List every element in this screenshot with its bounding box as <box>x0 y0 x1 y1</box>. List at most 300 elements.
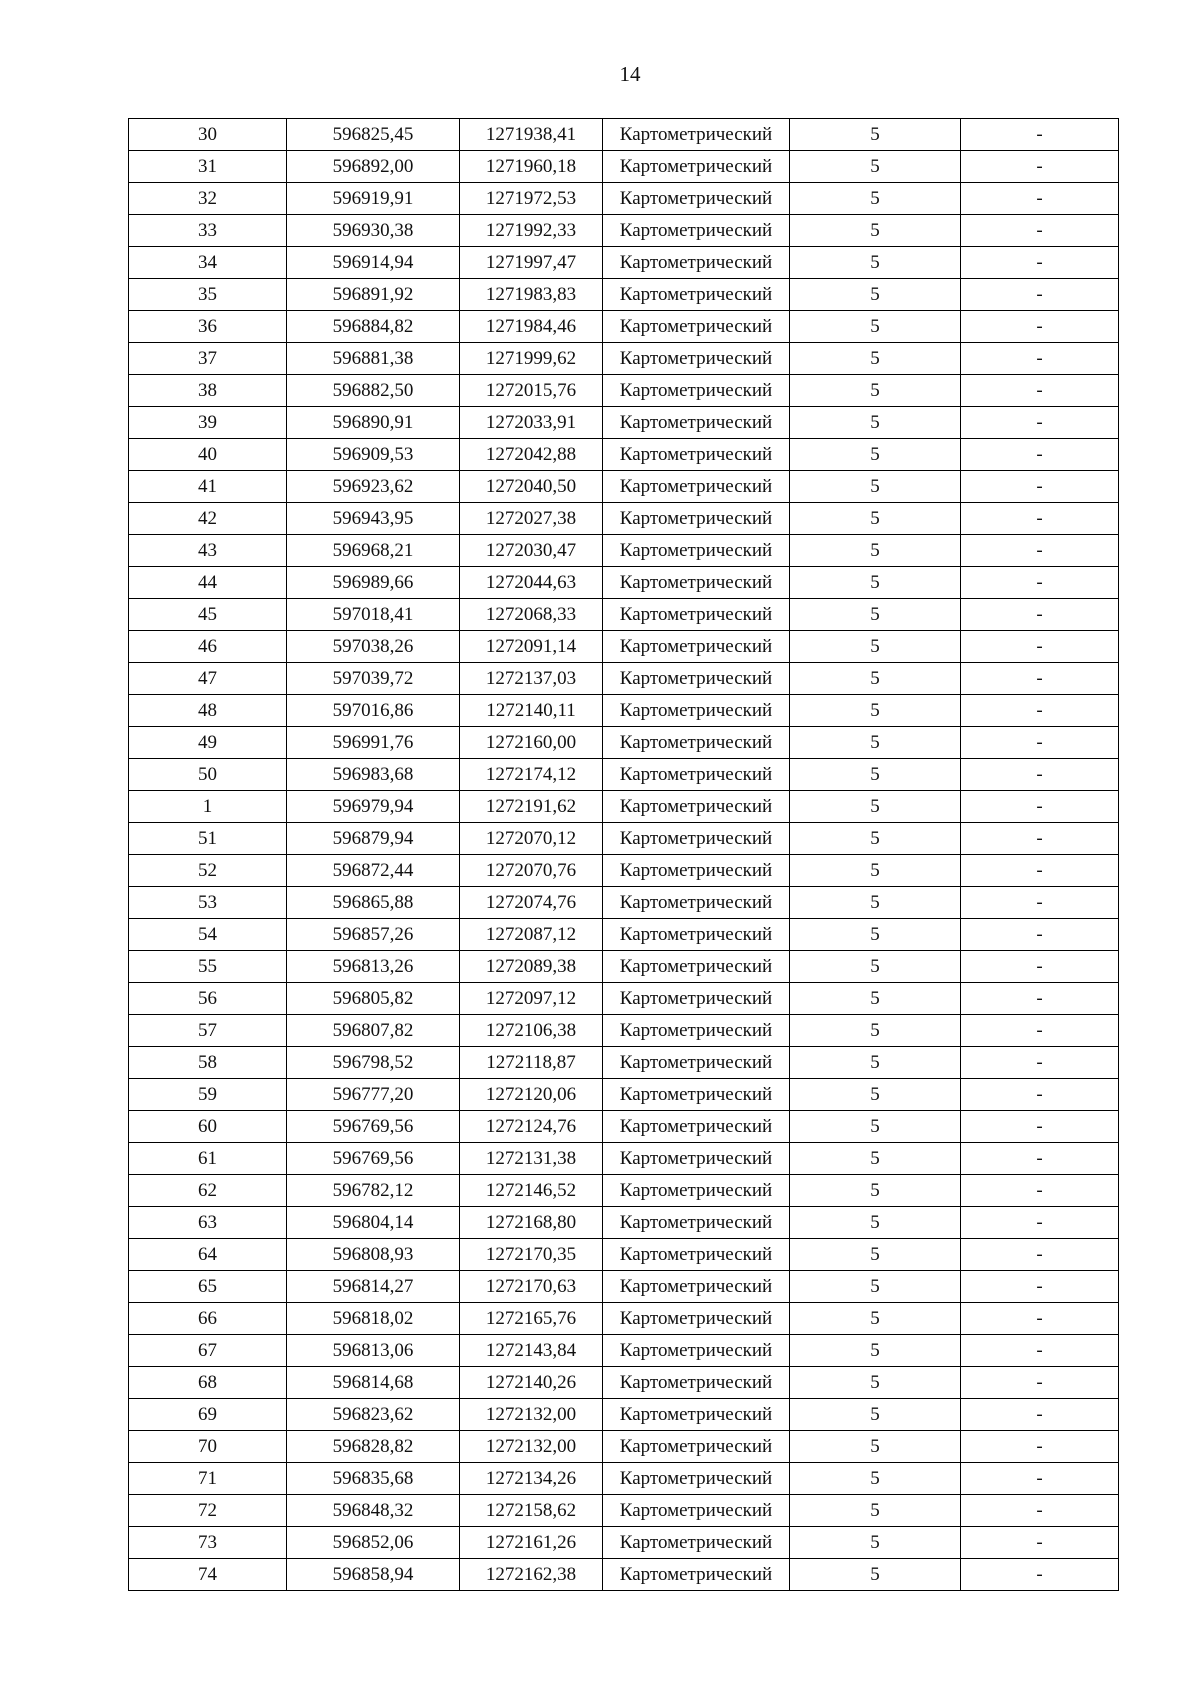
point-number-cell: 54 <box>129 919 287 951</box>
point-number-cell: 58 <box>129 1047 287 1079</box>
y-coordinate-cell: 1272068,33 <box>460 599 603 631</box>
x-coordinate-cell: 596923,62 <box>287 471 460 503</box>
table-row <box>129 407 1119 439</box>
method-cell: Картометрический <box>603 1079 790 1111</box>
accuracy-cell: 5 <box>790 311 961 343</box>
x-coordinate-cell: 596983,68 <box>287 759 460 791</box>
x-coordinate-cell: 596989,66 <box>287 567 460 599</box>
accuracy-cell: 5 <box>790 919 961 951</box>
y-coordinate-cell: 1272124,76 <box>460 1111 603 1143</box>
description-cell: - <box>961 1239 1119 1271</box>
table-row <box>129 1239 1119 1271</box>
y-coordinate-cell: 1271984,46 <box>460 311 603 343</box>
accuracy-cell: 5 <box>790 1015 961 1047</box>
x-coordinate-cell: 596892,00 <box>287 151 460 183</box>
accuracy-cell: 5 <box>790 599 961 631</box>
description-cell: - <box>961 407 1119 439</box>
method-cell: Картометрический <box>603 439 790 471</box>
x-coordinate-cell: 596930,38 <box>287 215 460 247</box>
accuracy-cell: 5 <box>790 887 961 919</box>
x-coordinate-cell: 596814,27 <box>287 1271 460 1303</box>
method-cell: Картометрический <box>603 983 790 1015</box>
description-cell: - <box>961 343 1119 375</box>
point-number-cell: 70 <box>129 1431 287 1463</box>
point-number-cell: 49 <box>129 727 287 759</box>
table-row <box>129 823 1119 855</box>
description-cell: - <box>961 1271 1119 1303</box>
y-coordinate-cell: 1272044,63 <box>460 567 603 599</box>
x-coordinate-cell: 596769,56 <box>287 1111 460 1143</box>
method-cell: Картометрический <box>603 1271 790 1303</box>
accuracy-cell: 5 <box>790 983 961 1015</box>
description-cell: - <box>961 727 1119 759</box>
table-row <box>129 343 1119 375</box>
method-cell: Картометрический <box>603 887 790 919</box>
table-row <box>129 919 1119 951</box>
description-cell: - <box>961 1111 1119 1143</box>
point-number-cell: 71 <box>129 1463 287 1495</box>
table-row <box>129 151 1119 183</box>
description-cell: - <box>961 247 1119 279</box>
x-coordinate-cell: 596852,06 <box>287 1527 460 1559</box>
description-cell: - <box>961 951 1119 983</box>
x-coordinate-cell: 596777,20 <box>287 1079 460 1111</box>
accuracy-cell: 5 <box>790 695 961 727</box>
description-cell: - <box>961 791 1119 823</box>
point-number-cell: 57 <box>129 1015 287 1047</box>
description-cell: - <box>961 887 1119 919</box>
description-cell: - <box>961 1399 1119 1431</box>
accuracy-cell: 5 <box>790 503 961 535</box>
method-cell: Картометрический <box>603 567 790 599</box>
point-number-cell: 61 <box>129 1143 287 1175</box>
table-row <box>129 983 1119 1015</box>
point-number-cell: 68 <box>129 1367 287 1399</box>
y-coordinate-cell: 1272143,84 <box>460 1335 603 1367</box>
description-cell: - <box>961 631 1119 663</box>
method-cell: Картометрический <box>603 1367 790 1399</box>
x-coordinate-cell: 596979,94 <box>287 791 460 823</box>
description-cell: - <box>961 1047 1119 1079</box>
description-cell: - <box>961 663 1119 695</box>
description-cell: - <box>961 1527 1119 1559</box>
table-row <box>129 1175 1119 1207</box>
y-coordinate-cell: 1271999,62 <box>460 343 603 375</box>
point-number-cell: 30 <box>129 119 287 151</box>
description-cell: - <box>961 439 1119 471</box>
accuracy-cell: 5 <box>790 1399 961 1431</box>
description-cell: - <box>961 1015 1119 1047</box>
accuracy-cell: 5 <box>790 663 961 695</box>
method-cell: Картометрический <box>603 343 790 375</box>
y-coordinate-cell: 1272170,35 <box>460 1239 603 1271</box>
point-number-cell: 55 <box>129 951 287 983</box>
y-coordinate-cell: 1272161,26 <box>460 1527 603 1559</box>
table-row <box>129 215 1119 247</box>
point-number-cell: 46 <box>129 631 287 663</box>
method-cell: Картометрический <box>603 1527 790 1559</box>
y-coordinate-cell: 1272174,12 <box>460 759 603 791</box>
description-cell: - <box>961 1207 1119 1239</box>
description-cell: - <box>961 1175 1119 1207</box>
method-cell: Картометрический <box>603 1015 790 1047</box>
x-coordinate-cell: 597039,72 <box>287 663 460 695</box>
table-row <box>129 375 1119 407</box>
table-row <box>129 951 1119 983</box>
x-coordinate-cell: 596881,38 <box>287 343 460 375</box>
table-row <box>129 727 1119 759</box>
y-coordinate-cell: 1272091,14 <box>460 631 603 663</box>
point-number-cell: 43 <box>129 535 287 567</box>
x-coordinate-cell: 596914,94 <box>287 247 460 279</box>
y-coordinate-cell: 1272165,76 <box>460 1303 603 1335</box>
method-cell: Картометрический <box>603 279 790 311</box>
method-cell: Картометрический <box>603 1047 790 1079</box>
point-number-cell: 45 <box>129 599 287 631</box>
method-cell: Картометрический <box>603 951 790 983</box>
point-number-cell: 1 <box>129 791 287 823</box>
description-cell: - <box>961 1431 1119 1463</box>
point-number-cell: 35 <box>129 279 287 311</box>
y-coordinate-cell: 1272132,00 <box>460 1399 603 1431</box>
accuracy-cell: 5 <box>790 1303 961 1335</box>
point-number-cell: 41 <box>129 471 287 503</box>
description-cell: - <box>961 119 1119 151</box>
table-row <box>129 439 1119 471</box>
method-cell: Картометрический <box>603 1207 790 1239</box>
x-coordinate-cell: 596884,82 <box>287 311 460 343</box>
description-cell: - <box>961 1495 1119 1527</box>
table-row <box>129 567 1119 599</box>
accuracy-cell: 5 <box>790 471 961 503</box>
description-cell: - <box>961 1303 1119 1335</box>
point-number-cell: 69 <box>129 1399 287 1431</box>
table-row <box>129 1015 1119 1047</box>
accuracy-cell: 5 <box>790 1047 961 1079</box>
description-cell: - <box>961 151 1119 183</box>
method-cell: Картометрический <box>603 375 790 407</box>
description-cell: - <box>961 279 1119 311</box>
y-coordinate-cell: 1272137,03 <box>460 663 603 695</box>
x-coordinate-cell: 596828,82 <box>287 1431 460 1463</box>
table-row <box>129 1335 1119 1367</box>
x-coordinate-cell: 596968,21 <box>287 535 460 567</box>
method-cell: Картометрический <box>603 151 790 183</box>
method-cell: Картометрический <box>603 1399 790 1431</box>
y-coordinate-cell: 1272015,76 <box>460 375 603 407</box>
y-coordinate-cell: 1272042,88 <box>460 439 603 471</box>
method-cell: Картометрический <box>603 407 790 439</box>
description-cell: - <box>961 471 1119 503</box>
description-cell: - <box>961 919 1119 951</box>
table-row <box>129 1527 1119 1559</box>
point-number-cell: 62 <box>129 1175 287 1207</box>
accuracy-cell: 5 <box>790 1207 961 1239</box>
table-row <box>129 471 1119 503</box>
method-cell: Картометрический <box>603 855 790 887</box>
method-cell: Картометрический <box>603 1463 790 1495</box>
method-cell: Картометрический <box>603 503 790 535</box>
accuracy-cell: 5 <box>790 215 961 247</box>
description-cell: - <box>961 599 1119 631</box>
x-coordinate-cell: 597016,86 <box>287 695 460 727</box>
point-number-cell: 63 <box>129 1207 287 1239</box>
y-coordinate-cell: 1272089,38 <box>460 951 603 983</box>
table-row <box>129 887 1119 919</box>
point-number-cell: 66 <box>129 1303 287 1335</box>
point-number-cell: 34 <box>129 247 287 279</box>
y-coordinate-cell: 1272162,38 <box>460 1559 603 1591</box>
point-number-cell: 53 <box>129 887 287 919</box>
accuracy-cell: 5 <box>790 1367 961 1399</box>
method-cell: Картометрический <box>603 1335 790 1367</box>
point-number-cell: 73 <box>129 1527 287 1559</box>
description-cell: - <box>961 183 1119 215</box>
page-number: 14 <box>619 62 641 86</box>
x-coordinate-cell: 596872,44 <box>287 855 460 887</box>
point-number-cell: 50 <box>129 759 287 791</box>
y-coordinate-cell: 1272033,91 <box>460 407 603 439</box>
table-row <box>129 247 1119 279</box>
x-coordinate-cell: 596808,93 <box>287 1239 460 1271</box>
accuracy-cell: 5 <box>790 791 961 823</box>
description-cell: - <box>961 215 1119 247</box>
x-coordinate-cell: 596991,76 <box>287 727 460 759</box>
method-cell: Картометрический <box>603 631 790 663</box>
point-number-cell: 32 <box>129 183 287 215</box>
y-coordinate-cell: 1271960,18 <box>460 151 603 183</box>
accuracy-cell: 5 <box>790 343 961 375</box>
x-coordinate-cell: 596805,82 <box>287 983 460 1015</box>
x-coordinate-cell: 596858,94 <box>287 1559 460 1591</box>
table-row <box>129 1367 1119 1399</box>
accuracy-cell: 5 <box>790 1463 961 1495</box>
x-coordinate-cell: 596813,06 <box>287 1335 460 1367</box>
accuracy-cell: 5 <box>790 1079 961 1111</box>
method-cell: Картометрический <box>603 599 790 631</box>
description-cell: - <box>961 695 1119 727</box>
table-row <box>129 535 1119 567</box>
table-row <box>129 1143 1119 1175</box>
y-coordinate-cell: 1272191,62 <box>460 791 603 823</box>
x-coordinate-cell: 596879,94 <box>287 823 460 855</box>
y-coordinate-cell: 1272146,52 <box>460 1175 603 1207</box>
point-number-cell: 33 <box>129 215 287 247</box>
accuracy-cell: 5 <box>790 151 961 183</box>
y-coordinate-cell: 1271983,83 <box>460 279 603 311</box>
accuracy-cell: 5 <box>790 951 961 983</box>
accuracy-cell: 5 <box>790 1559 961 1591</box>
accuracy-cell: 5 <box>790 247 961 279</box>
y-coordinate-cell: 1271992,33 <box>460 215 603 247</box>
x-coordinate-cell: 596818,02 <box>287 1303 460 1335</box>
description-cell: - <box>961 855 1119 887</box>
accuracy-cell: 5 <box>790 1143 961 1175</box>
method-cell: Картометрический <box>603 791 790 823</box>
y-coordinate-cell: 1272120,06 <box>460 1079 603 1111</box>
accuracy-cell: 5 <box>790 567 961 599</box>
point-number-cell: 36 <box>129 311 287 343</box>
description-cell: - <box>961 375 1119 407</box>
method-cell: Картометрический <box>603 1559 790 1591</box>
description-cell: - <box>961 567 1119 599</box>
x-coordinate-cell: 596857,26 <box>287 919 460 951</box>
table-row <box>129 1495 1119 1527</box>
table-row <box>129 631 1119 663</box>
y-coordinate-cell: 1272070,12 <box>460 823 603 855</box>
method-cell: Картометрический <box>603 119 790 151</box>
y-coordinate-cell: 1272140,26 <box>460 1367 603 1399</box>
method-cell: Картометрический <box>603 535 790 567</box>
accuracy-cell: 5 <box>790 1527 961 1559</box>
x-coordinate-cell: 596782,12 <box>287 1175 460 1207</box>
x-coordinate-cell: 596882,50 <box>287 375 460 407</box>
method-cell: Картометрический <box>603 1495 790 1527</box>
accuracy-cell: 5 <box>790 1271 961 1303</box>
x-coordinate-cell: 596848,32 <box>287 1495 460 1527</box>
y-coordinate-cell: 1272027,38 <box>460 503 603 535</box>
point-number-cell: 60 <box>129 1111 287 1143</box>
table-row <box>129 599 1119 631</box>
y-coordinate-cell: 1272168,80 <box>460 1207 603 1239</box>
table-row <box>129 791 1119 823</box>
x-coordinate-cell: 596813,26 <box>287 951 460 983</box>
table-row <box>129 695 1119 727</box>
x-coordinate-cell: 596943,95 <box>287 503 460 535</box>
x-coordinate-cell: 597018,41 <box>287 599 460 631</box>
method-cell: Картометрический <box>603 247 790 279</box>
table-row <box>129 1207 1119 1239</box>
accuracy-cell: 5 <box>790 727 961 759</box>
table-row <box>129 1463 1119 1495</box>
description-cell: - <box>961 1367 1119 1399</box>
method-cell: Картометрический <box>603 663 790 695</box>
x-coordinate-cell: 596807,82 <box>287 1015 460 1047</box>
method-cell: Картометрический <box>603 215 790 247</box>
description-cell: - <box>961 1559 1119 1591</box>
point-number-cell: 64 <box>129 1239 287 1271</box>
description-cell: - <box>961 983 1119 1015</box>
table-row <box>129 1111 1119 1143</box>
description-cell: - <box>961 503 1119 535</box>
table-row <box>129 1399 1119 1431</box>
y-coordinate-cell: 1272040,50 <box>460 471 603 503</box>
y-coordinate-cell: 1272170,63 <box>460 1271 603 1303</box>
table-row <box>129 311 1119 343</box>
accuracy-cell: 5 <box>790 1175 961 1207</box>
method-cell: Картометрический <box>603 695 790 727</box>
x-coordinate-cell: 596804,14 <box>287 1207 460 1239</box>
table-row <box>129 1303 1119 1335</box>
x-coordinate-cell: 596823,62 <box>287 1399 460 1431</box>
y-coordinate-cell: 1272118,87 <box>460 1047 603 1079</box>
x-coordinate-cell: 596825,45 <box>287 119 460 151</box>
accuracy-cell: 5 <box>790 1335 961 1367</box>
method-cell: Картометрический <box>603 727 790 759</box>
table-row <box>129 183 1119 215</box>
accuracy-cell: 5 <box>790 1111 961 1143</box>
description-cell: - <box>961 1463 1119 1495</box>
y-coordinate-cell: 1271997,47 <box>460 247 603 279</box>
accuracy-cell: 5 <box>790 1239 961 1271</box>
table-row <box>129 1271 1119 1303</box>
y-coordinate-cell: 1272134,26 <box>460 1463 603 1495</box>
table-row <box>129 855 1119 887</box>
x-coordinate-cell: 596919,91 <box>287 183 460 215</box>
y-coordinate-cell: 1272106,38 <box>460 1015 603 1047</box>
point-number-cell: 44 <box>129 567 287 599</box>
point-number-cell: 52 <box>129 855 287 887</box>
point-number-cell: 72 <box>129 1495 287 1527</box>
accuracy-cell: 5 <box>790 407 961 439</box>
point-number-cell: 39 <box>129 407 287 439</box>
table-row <box>129 279 1119 311</box>
y-coordinate-cell: 1271938,41 <box>460 119 603 151</box>
method-cell: Картометрический <box>603 759 790 791</box>
accuracy-cell: 5 <box>790 1495 961 1527</box>
table-row <box>129 759 1119 791</box>
method-cell: Картометрический <box>603 1303 790 1335</box>
description-cell: - <box>961 535 1119 567</box>
y-coordinate-cell: 1272158,62 <box>460 1495 603 1527</box>
accuracy-cell: 5 <box>790 279 961 311</box>
description-cell: - <box>961 1079 1119 1111</box>
description-cell: - <box>961 759 1119 791</box>
x-coordinate-cell: 596798,52 <box>287 1047 460 1079</box>
description-cell: - <box>961 1335 1119 1367</box>
y-coordinate-cell: 1272131,38 <box>460 1143 603 1175</box>
y-coordinate-cell: 1272132,00 <box>460 1431 603 1463</box>
method-cell: Картометрический <box>603 919 790 951</box>
table-row <box>129 1431 1119 1463</box>
method-cell: Картометрический <box>603 311 790 343</box>
point-number-cell: 74 <box>129 1559 287 1591</box>
table-row <box>129 663 1119 695</box>
method-cell: Картометрический <box>603 183 790 215</box>
method-cell: Картометрический <box>603 1175 790 1207</box>
accuracy-cell: 5 <box>790 759 961 791</box>
table-row <box>129 1079 1119 1111</box>
point-number-cell: 65 <box>129 1271 287 1303</box>
accuracy-cell: 5 <box>790 855 961 887</box>
x-coordinate-cell: 596891,92 <box>287 279 460 311</box>
accuracy-cell: 5 <box>790 183 961 215</box>
coordinates-table-body <box>129 119 1119 1591</box>
accuracy-cell: 5 <box>790 535 961 567</box>
table-row <box>129 1559 1119 1591</box>
description-cell: - <box>961 823 1119 855</box>
accuracy-cell: 5 <box>790 375 961 407</box>
point-number-cell: 67 <box>129 1335 287 1367</box>
y-coordinate-cell: 1272070,76 <box>460 855 603 887</box>
y-coordinate-cell: 1272160,00 <box>460 727 603 759</box>
point-number-cell: 51 <box>129 823 287 855</box>
point-number-cell: 47 <box>129 663 287 695</box>
point-number-cell: 56 <box>129 983 287 1015</box>
x-coordinate-cell: 597038,26 <box>287 631 460 663</box>
y-coordinate-cell: 1272140,11 <box>460 695 603 727</box>
method-cell: Картометрический <box>603 823 790 855</box>
y-coordinate-cell: 1272087,12 <box>460 919 603 951</box>
point-number-cell: 37 <box>129 343 287 375</box>
point-number-cell: 38 <box>129 375 287 407</box>
y-coordinate-cell: 1271972,53 <box>460 183 603 215</box>
point-number-cell: 42 <box>129 503 287 535</box>
point-number-cell: 59 <box>129 1079 287 1111</box>
method-cell: Картометрический <box>603 471 790 503</box>
accuracy-cell: 5 <box>790 119 961 151</box>
accuracy-cell: 5 <box>790 823 961 855</box>
